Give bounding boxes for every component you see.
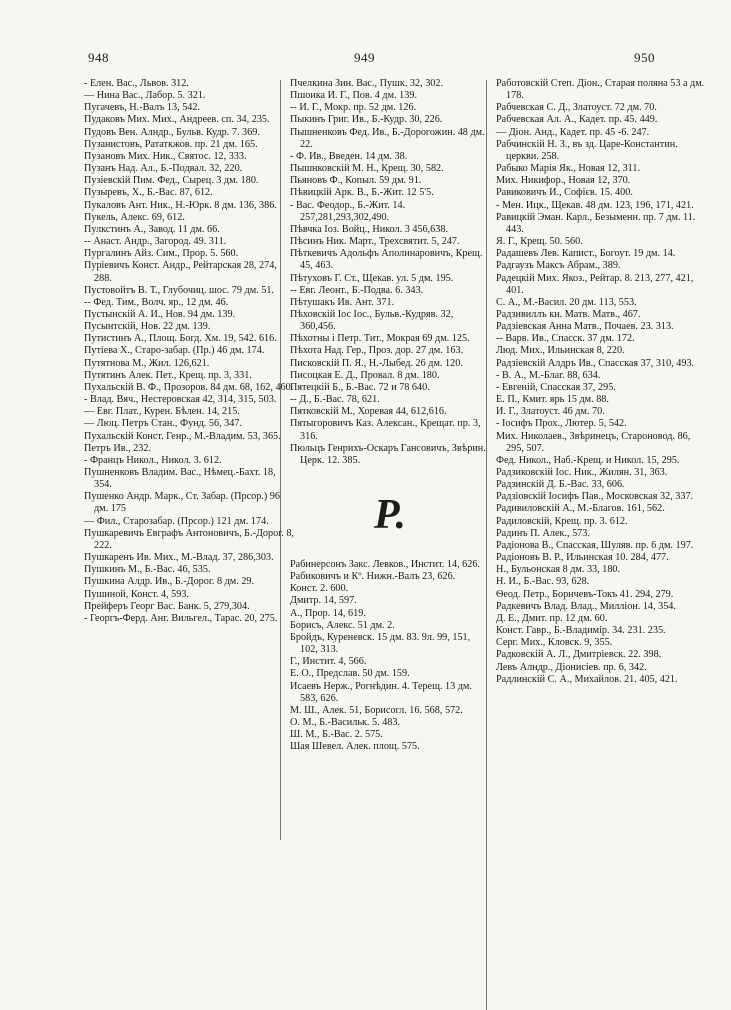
directory-entry: Мих. Никифор., Новая 12, 370. xyxy=(496,175,631,187)
page-number-right: 950 xyxy=(634,50,655,65)
directory-entry: Путіева Х., Старо-забар. (Пр.) 46 дм. 174. xyxy=(84,345,265,357)
directory-entry: - В. А., М.-Благ. 88, 634. xyxy=(496,369,601,381)
directory-entry: Пузіевскій Пим. Фед., Сырец. 3 дм. 180. xyxy=(84,175,259,187)
directory-column-1 xyxy=(84,78,294,625)
directory-entry: Пузыревъ, Х., Б.-Вас. 87, 612. xyxy=(84,187,213,199)
directory-entry: Радзинскій Д. Б.-Вас. 33, 606. xyxy=(496,479,625,491)
directory-entry: Е. О., Предслав. 50 дм. 159. xyxy=(290,668,410,680)
directory-entry: Радзивиллъ кн. Матв. Матв., 467. xyxy=(496,308,641,320)
directory-entry: Пыкинъ Григ. Ив., Б.-Кудр. 30, 226. xyxy=(290,114,443,126)
directory-entry: Равиковичъ И., Софієв. 15. 400. xyxy=(496,187,633,199)
directory-entry: - Іосифъ Прох., Лютер. 5, 542. xyxy=(496,418,627,430)
directory-entry: Дмитр. 14, 597. xyxy=(290,595,357,607)
directory-entry: Радинъ П. Алек., 573. xyxy=(496,527,590,539)
page-number-left: 948 xyxy=(88,50,109,65)
directory-entry: Пустынскій А. И., Нов. 94 дм. 139. xyxy=(84,308,236,320)
directory-entry: А., Прор. 14, 619. xyxy=(290,607,366,619)
directory-entry: - Францъ Никол., Никол. 3. 612. xyxy=(84,454,222,466)
directory-entry: Мих. Николаев., Звѣринецъ, Староновод. 86, 295, 507. xyxy=(496,430,691,454)
directory-entry: -- Фед. Тим., Волч. яр., 12 дм. 46. xyxy=(84,296,229,308)
directory-entry: Пушенко Андр. Марк., Ст. Забар. (Прсор.) 96 дм. 175 xyxy=(84,491,280,515)
directory-entry: Пугачевъ, Н.-Валъ 13, 542. xyxy=(84,102,201,114)
directory-entry: Работовскій Степ. Діон., Старая поляна 53 а дм. 178. xyxy=(496,78,705,102)
directory-entry: Радлинскій С. А., Михайлов. 21. 405, 421. xyxy=(496,673,678,685)
directory-entry: Пятецкій Б., Б.-Вас. 72 и 78 640. xyxy=(290,381,430,393)
directory-entry: Радзиковскій Іос. Ник., Жилян. 31, 363. xyxy=(496,467,668,478)
directory-entry: -- Варв. Ив., Спасск. 37 дм. 172. xyxy=(496,333,635,345)
directory-entry: Пуріевичъ Конст. Андр., Рейтарская 28, 274, 288. xyxy=(84,260,277,284)
directory-entry: Рабиковичъ и Кº. Нижн.-Валъ 23, 626. xyxy=(290,571,456,583)
directory-entry: М. Ш., Алек. 51, Борисогл. 16. 568, 572. xyxy=(290,704,463,716)
directory-entry: Г., Инстит. 4, 566. xyxy=(290,656,367,668)
directory-entry: Писковскій П. Я., Н.-Лыбед. 26 дм. 120. xyxy=(290,357,463,369)
directory-column-3 xyxy=(496,78,708,686)
directory-entry: Конст. 2. 600. xyxy=(290,583,349,595)
directory-entry: Шая Шевел. Алек. площ. 575. xyxy=(290,741,420,753)
directory-entry: Е. П., Кмит. ярь 15 дм. 88. xyxy=(496,394,609,406)
directory-entry: Н. И., Б.-Вас. 93, 628. xyxy=(496,576,590,588)
directory-entry: -- И. Г., Мокр. пр. 52 дм. 126. xyxy=(290,102,417,114)
directory-entry: Люд. Мих., Ильинская 8, 220. xyxy=(496,345,625,357)
directory-entry: Радашевъ Лев. Капист., Богоут. 19 дм. 14. xyxy=(496,248,676,260)
directory-entry: Пушиной, Конст. 4, 593. xyxy=(84,588,189,600)
directory-entry: Пятковскій М., Хоревая 44, 612,616. xyxy=(290,406,447,418)
directory-entry: Радивиловскій А., М.-Благов. 161, 562. xyxy=(496,503,665,515)
directory-entry: Писоцкая Е. Д., Провал. 8 дм. 180. xyxy=(290,369,440,381)
directory-entry: Путистинъ А., Площ. Богд. Хм. 19, 542. 616. xyxy=(84,333,277,345)
directory-entry: Пышнковскій М. Н., Крещ. 30, 582. xyxy=(290,163,444,175)
directory-entry: - Ф. Ив., Введен. 14 дм. 38. xyxy=(290,150,408,162)
directory-entry: Д. Е., Дмит. пр. 12 дм. 60. xyxy=(496,612,608,624)
directory-entry: Пѣхота Над. Гер., Проз. дор. 27 дм. 163. xyxy=(290,345,464,357)
directory-entry: Радецкій Мих. Якоз., Рейтар. 8. 213, 277, 421, 401. xyxy=(496,272,694,296)
directory-entry: Пушненковъ Владим. Вас., Нѣмец.-Бахт. 18, 354. xyxy=(84,467,276,491)
directory-entry: Пѣткевичъ Адольфъ Аполинаровичъ, Крещ. 45, 463. xyxy=(290,248,483,272)
directory-entry: Пусынтскій, Нов. 22 дм. 139. xyxy=(84,321,211,333)
directory-entry: Рабчевская С. Д., Златоуст. 72 дм. 70. xyxy=(496,102,657,114)
directory-column-2 xyxy=(290,78,490,754)
directory-entry: — Евг. Плат., Курен. Бѣлен. 14, 215. xyxy=(84,406,240,418)
directory-entry: С. А., М.-Васил. 20 дм. 113, 553. xyxy=(496,296,637,308)
directory-entry: Пукель, Алекс. 69, 612. xyxy=(84,211,185,223)
directory-entry: Пышненковъ Фед. Ив., Б.-Дорогожин. 48 дм. 22. xyxy=(290,126,485,150)
directory-entry: Исаевъ Нерж., Рогнѣдин. 4. Терещ. 13 дм. 583, 626. xyxy=(290,680,472,704)
directory-entry: - Евгеній, Спасская 37, 295. xyxy=(496,381,616,393)
directory-entry: Пудаковъ Мих. Мих., Андреев. сп. 34, 235. xyxy=(84,114,270,126)
directory-entry: Левъ Алндр., Діонисіев. пр. 6, 342. xyxy=(496,661,647,673)
directory-entry: Рабинерсонъ Закс. Левков., Инстит. 14, 626. xyxy=(290,559,480,570)
directory-entry: Я. Г., Крещ. 50. 560. xyxy=(496,236,583,248)
directory-entry: Пчелкина Зин. Вас., Пушк. 32, 302. xyxy=(290,78,444,89)
directory-entry: Пушкаревичъ Евграфъ Антоновичъ, Б.-Дорог. 8, 222. xyxy=(84,527,294,551)
directory-entry: -- Анаст. Андр., Загород. 49. 311. xyxy=(84,236,227,248)
directory-entry: Радкевичъ Влад. Влад., Милліон. 14, 354. xyxy=(496,600,676,612)
directory-entry: — Люц. Петръ Стан., Фунд. 56, 347. xyxy=(84,418,242,430)
directory-entry: Пузановъ Мих. Ник., Святос. 12, 333. xyxy=(84,150,247,162)
directory-entry: Пушкаренъ Ив. Мих., М.-Влад. 37, 286,303. xyxy=(84,552,274,564)
directory-entry: Радіоновъ В. Р., Ильинская 10. 284, 477. xyxy=(496,552,669,564)
directory-entry: Пукаловъ Ант. Ник., Н.-Юрк. 8 дм. 136, 386. xyxy=(84,199,277,211)
directory-entry: Пузанистовъ, Рататкжов. пр. 21 дм. 165. xyxy=(84,138,258,150)
directory-entry: Радковскій А. Л., Дмитріевск. 22. 398. xyxy=(496,649,662,661)
column-2-entries xyxy=(290,78,490,467)
directory-entry: -- Д., Б.-Вас. 78, 621. xyxy=(290,394,380,406)
directory-entry: Радзіовскій Іосифъ Пав., Московская 32, 337. xyxy=(496,491,694,503)
directory-entry: Радгаузъ Максъ Абрам., 389. xyxy=(496,260,621,272)
directory-entry: Пухальскій Конст. Генр., М.-Владим. 53, 365. xyxy=(84,430,281,442)
directory-entry: И. Г., Златоуст. 46 дм. 70. xyxy=(496,406,605,418)
directory-entry: Ѳеод. Петр., Борнчевъ-Токъ 41. 294, 279. xyxy=(496,588,674,600)
directory-entry: Борисъ, Алекс. 51 дм. 2. xyxy=(290,619,395,631)
directory-entry: О. М., Б.-Васильк. 5. 483. xyxy=(290,717,401,729)
directory-entry: - Георгъ-Ферд. Анг. Вильгел., Тарас. 20, 275. xyxy=(84,612,278,624)
directory-entry: Пулкстинъ А., Завод. 11 дм. 66. xyxy=(84,223,220,235)
directory-entry: Бройдъ, Куреневск. 15 дм. 83. 9л. 99, 151, 102, 313. xyxy=(290,631,471,656)
directory-entry: Пѣсинъ Ник. Март., Трехсвятит. 5, 247. xyxy=(290,236,460,248)
directory-entry: - Вас. Феодор., Б.-Жит. 14. 257,281,293,302,490. xyxy=(290,199,406,223)
directory-entry: Петръ Ив., 232. xyxy=(84,442,151,454)
directory-entry: Прейферъ Георг Вас. Банк. 5, 279,304. xyxy=(84,600,250,612)
directory-entry: Фед. Никол., Наб.-Крещ. и Никол. 15, 295. xyxy=(496,454,680,466)
directory-entry: Путятнова М., Жил. 126,621. xyxy=(84,357,210,369)
directory-entry: - Елен. Вас., Львов. 312. xyxy=(84,78,189,89)
directory-entry: Пѣвчка Іоз. Войц., Никол. 3 456,638. xyxy=(290,223,449,235)
section-letter-heading: Р. xyxy=(374,492,406,538)
directory-entry: - Влад. Вяч., Нестеровская 42, 314, 315, 503. xyxy=(84,394,277,406)
directory-entry: Серг. Мих., Кловск. 9, 355. xyxy=(496,637,613,649)
directory-entry: Пузанъ Над. Ал., Б.-Подвал. 32, 220. xyxy=(84,163,243,175)
directory-entry: Пшоика И. Г., Пов. 4 дм. 139. xyxy=(290,90,417,102)
directory-entry: Н., Бульонская 8 дм. 33, 180. xyxy=(496,564,621,576)
directory-entry: Пѣховскій Іос Іос., Бульв.-Кудряв. 32, 360,456. xyxy=(290,308,454,333)
directory-entry: Путятинъ Алек. Пет., Крещ. пр. 3, 331. xyxy=(84,369,252,381)
directory-entry: Равицкій Эман. Карл., Безыменн. пр. 7 дм. 11. 443. xyxy=(496,211,696,235)
directory-entry: Пургалинъ Айз. Сим., Прор. 5. 560. xyxy=(84,248,239,260)
directory-entry: Пьяновъ Ф., Копыл. 59 дм. 91. xyxy=(290,175,422,187)
directory-entry: Ш. М., Б.-Вас. 2. 575. xyxy=(290,729,383,741)
directory-entry: - Мен. Ицк., Щекав. 48 дм. 123, 196, 171, 421. xyxy=(496,199,694,211)
directory-entry: — Діон. Анд., Кадет. пр. 45 -6. 247. xyxy=(496,126,650,138)
directory-entry: Рабыко Марія Як., Новая 12, 311. xyxy=(496,163,641,175)
directory-entry: Радіонова В., Спасская, Шуляв. пр. 6 дм. 197. xyxy=(496,539,694,551)
page-number-middle: 949 xyxy=(354,50,375,65)
directory-entry: Пудовъ Вен. Алндр., Бульв. Кудр. 7. 369. xyxy=(84,126,260,138)
directory-entry: Пятыгоровичъ Каз. Алексан., Крещат. пр. 3, 316. xyxy=(290,418,481,442)
directory-entry: Пустовойтъ В. Т., Глубочиц. шос. 79 дм. 51. xyxy=(84,284,274,296)
directory-entry: Радиловскій, Крещ. пр. 3. 612. xyxy=(496,515,628,527)
column-2-entries-after-letter xyxy=(290,559,490,754)
directory-entry: Рабчевская Ал. А., Кадет. пр. 45. 449. xyxy=(496,114,658,126)
directory-entry: — Фил., Старозабар. (Прсор.) 121 дм. 174. xyxy=(84,515,269,527)
directory-entry: — Нина Вас., Лабор. 5. 321. xyxy=(84,90,206,102)
directory-entry: Пѣхотны і Петр. Тит., Мокрая 69 дм. 125. xyxy=(290,333,470,345)
directory-entry: Пушкинъ М., Б.-Вас. 46, 535. xyxy=(84,564,211,576)
directory-entry: Пѣтуховъ Г. Ст., Щекав. ул. 5 дм. 195. xyxy=(290,272,454,284)
directory-entry: Пѣвицкій Арк. В., Б.-Жит. 12 5'5. xyxy=(290,187,434,199)
directory-entry: Радзіевскій Алдръ Ив., Спасская 37, 310, 493. xyxy=(496,357,695,369)
directory-entry: Пѣтушакъ Ив. Ант. 371. xyxy=(290,296,395,308)
directory-entry: -- Евг. Леонт., Б.-Подва. 6. 343. xyxy=(290,284,424,296)
directory-entry: Рабчинскій Н. З., въ зд. Царе-Константин. церкви. 258. xyxy=(496,138,678,162)
directory-entry: Пухальскій В. Ф., Прозоров. 84 дм. 68, 162, 460. xyxy=(84,381,294,393)
directory-entry: Пюльцъ Генрихъ-Оскаръ Гансовичъ, Звѣрин. Церк. 12. 385. xyxy=(290,442,486,466)
directory-entry: Радзіевская Анна Матв., Почаев. 23. 313. xyxy=(496,321,674,333)
directory-entry: Пушкина Алдр. Ив., Б.-Дорог. 8 дм. 29. xyxy=(84,576,255,588)
directory-entry: Конст. Гавр., Б.-Владимір. 34. 231. 235. xyxy=(496,625,666,637)
